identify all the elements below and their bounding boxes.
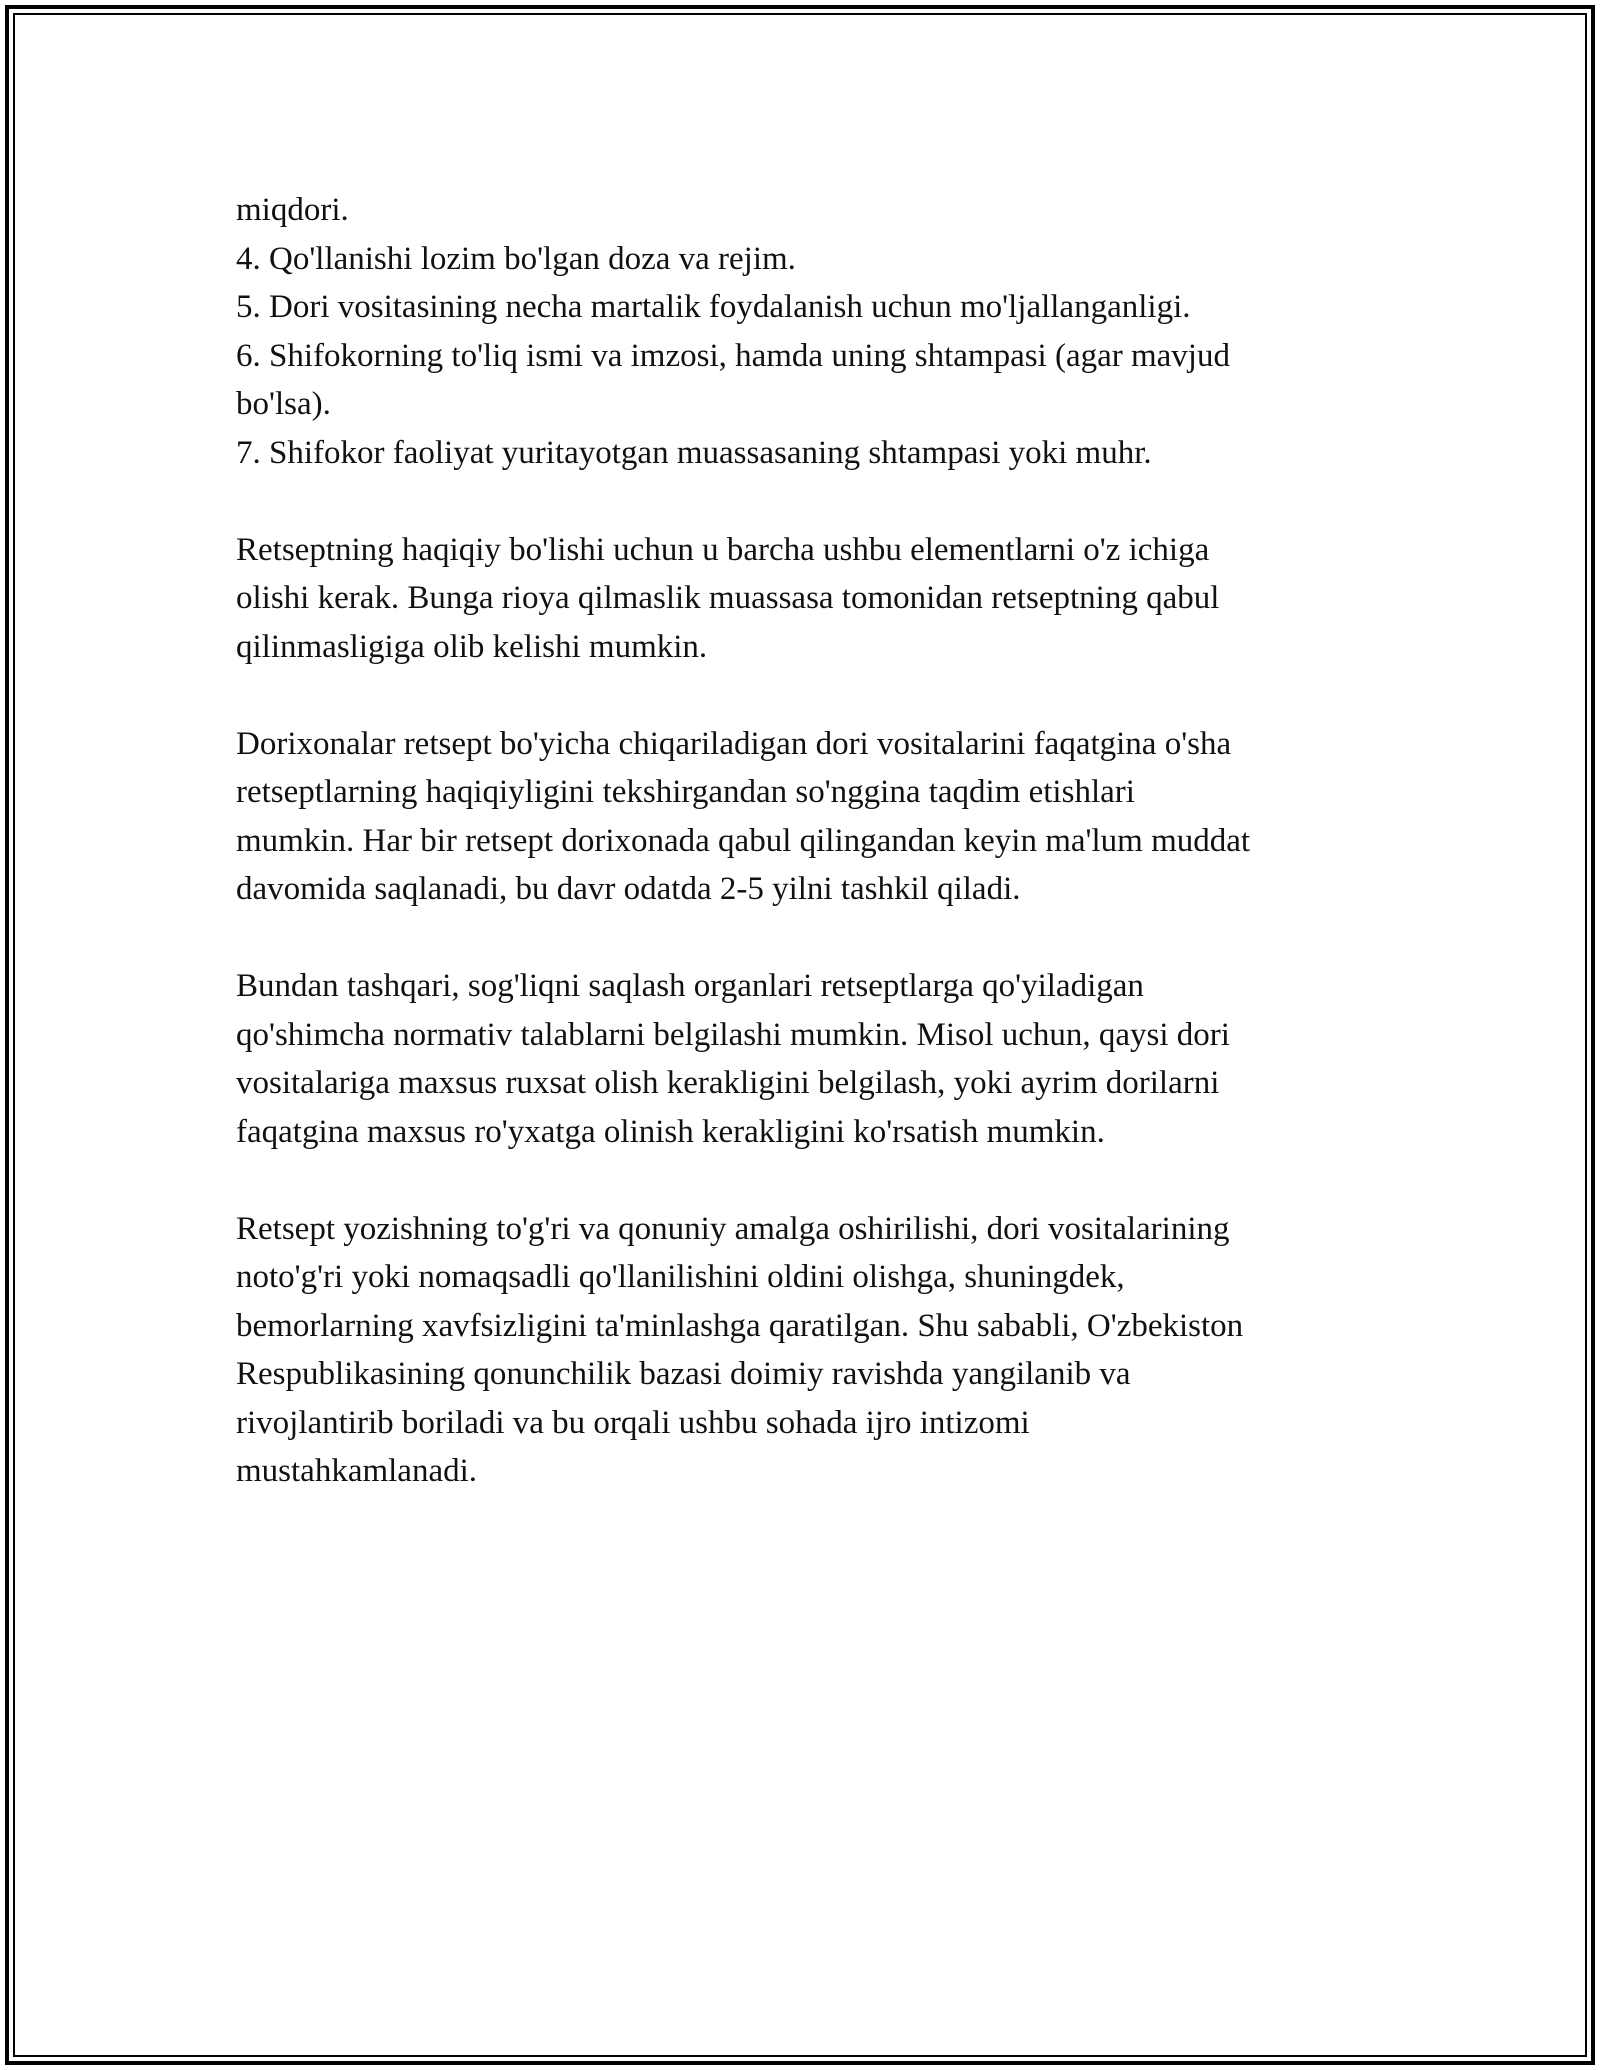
paragraph-line: noto'g'ri yoki nomaqsadli qo'llanilishini oldini olishga, shuningdek, xyxy=(236,1259,1125,1295)
list-item-continuation: miqdori. xyxy=(236,192,349,228)
paragraph-line: rivojlantirib boriladi va bu orqali ushbu sohada ijro intizomi xyxy=(236,1404,1030,1441)
paragraph-line: olishi kerak. Bunga rioya qilmaslik muassasa tomonidan retseptning qabul xyxy=(236,580,1220,616)
paragraph-line: davomida saqlanadi, bu davr odatda 2-5 yilni tashkil qiladi. xyxy=(236,871,1021,907)
list-item-6-continuation: bo'lsa). xyxy=(236,386,331,422)
paragraph-line: qo'shimcha normativ talablarni belgilashi mumkin. Misol uchun, qaysi dori xyxy=(236,1016,1230,1053)
paragraph-validity xyxy=(236,526,1376,672)
paragraph-line: Bundan tashqari, sog'liqni saqlash organlari retseptlarga qo'yiladigan xyxy=(236,968,1144,1004)
paragraph-health-authorities xyxy=(236,962,1376,1156)
paragraph-line: qilinmasligiga olib kelishi mumkin. xyxy=(236,628,708,665)
requirements-list-tail xyxy=(236,186,1376,477)
paragraph-line: vositalariga maxsus ruxsat olish kerakligini belgilash, yoki ayrim dorilarni xyxy=(236,1065,1220,1101)
list-item-7: 7. Shifokor faoliyat yuritayotgan muassasaning shtampasi yoki muhr. xyxy=(236,434,1152,471)
paragraph-line: Dorixonalar retsept bo'yicha chiqariladigan dori vositalarini faqatgina o'sha xyxy=(236,725,1232,762)
paragraph-line: Retseptning haqiqiy bo'lishi uchun u barcha ushbu elementlarni o'z ichiga xyxy=(236,531,1210,568)
paragraph-line: mumkin. Har bir retsept dorixonada qabul qilingandan keyin ma'lum muddat xyxy=(236,822,1251,859)
paragraph-line: Retsept yozishning to'g'ri va qonuniy amalga oshirilishi, dori vositalarining xyxy=(236,1210,1230,1247)
paragraph-line: Respublikasining qonunchilik bazasi doimiy ravishda yangilanib va xyxy=(236,1356,1131,1392)
document-body xyxy=(236,186,1376,1544)
paragraph-line: retseptlarning haqiqiyligini tekshirgandan so'nggina taqdim etishlari xyxy=(236,774,1135,810)
list-item-5: 5. Dori vositasining necha martalik foydalanish uchun mo'ljallanganligi. xyxy=(236,289,1191,325)
paragraph-line: faqatgina maxsus ro'yxatga olinish kerakligini ko'rsatish mumkin. xyxy=(236,1113,1105,1150)
list-item-4: 4. Qo'llanishi lozim bo'lgan doza va rejim. xyxy=(236,240,796,277)
list-item-6: 6. Shifokorning to'liq ismi va imzosi, hamda uning shtampasi (agar mavjud xyxy=(236,337,1230,374)
paragraph-line: bemorlarning xavfsizligini ta'minlashga qaratilgan. Shu sababli, O'zbekiston xyxy=(236,1307,1244,1344)
paragraph-conclusion xyxy=(236,1205,1376,1496)
paragraph-pharmacies xyxy=(236,720,1376,914)
paragraph-line: mustahkamlanadi. xyxy=(236,1453,478,1489)
